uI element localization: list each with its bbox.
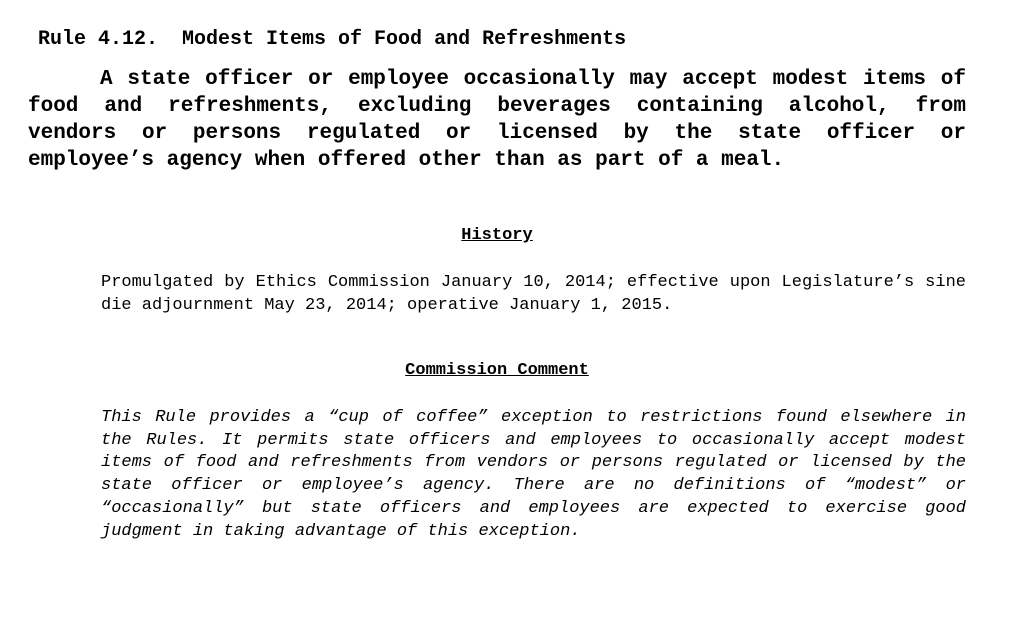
rule-body: A state officer or employee occasionally may accept modest items of food and refreshments, excluding beverages containing alcohol, from vendors or persons regulated or licensed by the state officer or employee’s agency when offered other than as part of a meal. — [28, 68, 966, 172]
commission-comment-heading: Commission Comment — [405, 361, 589, 380]
commission-comment-text: This Rule provides a “cup of coffee” exception to restrictions found elsewhere in the Rules. It permits state officers and employees to occasionally accept modest items of food and refreshments from vendors or persons regulated or licensed by the state officer or employee’s agency. There are no definitions of “modest” or “occasionally” but state officers and employees are expected to exercise good judgment in taking advantage of this exception. — [101, 408, 966, 541]
rule-heading: Rule 4.12. Modest Items of Food and Refreshments — [38, 28, 627, 51]
history-heading: History — [461, 226, 533, 245]
history-text: Promulgated by Ethics Commission January 10, 2014; effective upon Legislature’s sine die adjournment May 23, 2014; operative January 1, 2015. — [101, 273, 966, 315]
